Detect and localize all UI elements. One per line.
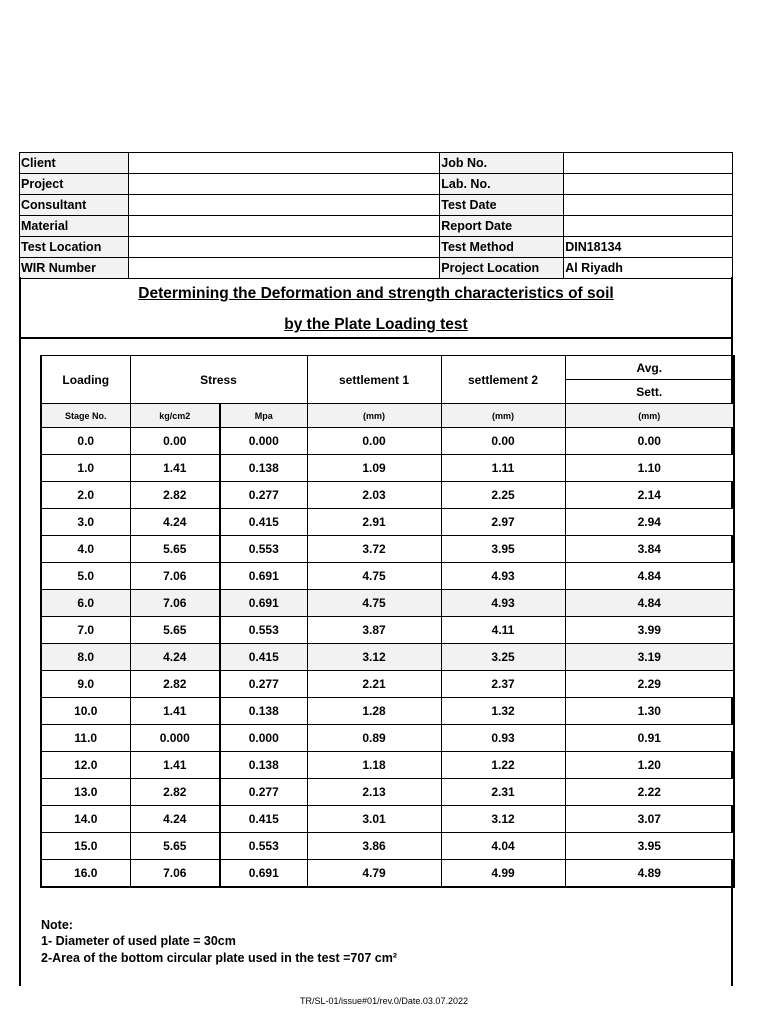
cell-stress-mpa: 0.138 [220, 455, 307, 482]
cell-stress-kg: 1.41 [130, 752, 220, 779]
cell-avg-settlement: 0.00 [565, 428, 734, 455]
table-row [41, 428, 734, 455]
cell-avg-settlement: 2.29 [565, 671, 734, 698]
info-row [20, 258, 733, 279]
info-label: Client [20, 153, 129, 174]
cell-stage: 2.0 [41, 482, 130, 509]
cell-settlement-2: 3.95 [441, 536, 565, 563]
unit-stage: Stage No. [41, 404, 130, 428]
info-label: Project [20, 174, 129, 195]
cell-avg-settlement: 4.84 [565, 563, 734, 590]
cell-stress-kg: 1.41 [130, 698, 220, 725]
cell-stage: 0.0 [41, 428, 130, 455]
table-row [41, 563, 734, 590]
table-row [41, 725, 734, 752]
cell-settlement-1: 3.72 [307, 536, 441, 563]
cell-settlement-1: 2.91 [307, 509, 441, 536]
note-line-1: 1- Diameter of used plate = 30cm [41, 934, 236, 948]
cell-avg-settlement: 3.84 [565, 536, 734, 563]
unit-avg: (mm) [565, 404, 734, 428]
cell-stage: 14.0 [41, 806, 130, 833]
document-footer: TR/SL-01/issue#01/rev.0/Date.03.07.2022 [300, 996, 468, 1006]
cell-avg-settlement: 2.94 [565, 509, 734, 536]
cell-stress-mpa: 0.277 [220, 482, 307, 509]
cell-settlement-1: 1.18 [307, 752, 441, 779]
cell-stress-kg: 5.65 [130, 617, 220, 644]
cell-stage: 6.0 [41, 590, 130, 617]
table-row [41, 752, 734, 779]
info-field[interactable]: Al Riyadh [564, 258, 733, 279]
cell-avg-settlement: 4.84 [565, 590, 734, 617]
cell-settlement-1: 3.12 [307, 644, 441, 671]
cell-settlement-2: 2.31 [441, 779, 565, 806]
cell-stress-mpa: 0.553 [220, 617, 307, 644]
info-field[interactable] [564, 216, 733, 237]
info-field[interactable] [564, 195, 733, 216]
cell-stress-kg: 0.00 [130, 428, 220, 455]
header-stress: Stress [130, 356, 307, 404]
table-row [41, 455, 734, 482]
cell-avg-settlement: 0.91 [565, 725, 734, 752]
header-settlement-1: settlement 1 [307, 356, 441, 404]
unit-mpa: Mpa [220, 404, 307, 428]
cell-avg-settlement: 3.99 [565, 617, 734, 644]
cell-stress-kg: 7.06 [130, 590, 220, 617]
note-heading: Note: [41, 918, 73, 932]
cell-settlement-2: 0.00 [441, 428, 565, 455]
table-row [41, 644, 734, 671]
info-label: Test Method [440, 237, 564, 258]
cell-stage: 5.0 [41, 563, 130, 590]
cell-settlement-2: 2.25 [441, 482, 565, 509]
cell-settlement-1: 0.00 [307, 428, 441, 455]
info-label: Report Date [440, 216, 564, 237]
cell-stress-mpa: 0.691 [220, 590, 307, 617]
cell-stress-mpa: 0.277 [220, 671, 307, 698]
unit-kg: kg/cm2 [130, 404, 220, 428]
cell-settlement-1: 1.28 [307, 698, 441, 725]
cell-stage: 13.0 [41, 779, 130, 806]
cell-stress-mpa: 0.138 [220, 698, 307, 725]
cell-settlement-1: 4.79 [307, 860, 441, 888]
cell-avg-settlement: 2.22 [565, 779, 734, 806]
table-row [41, 833, 734, 860]
cell-stress-kg: 4.24 [130, 644, 220, 671]
cell-stage: 11.0 [41, 725, 130, 752]
cell-avg-settlement: 1.10 [565, 455, 734, 482]
cell-avg-settlement: 4.89 [565, 860, 734, 888]
cell-stress-mpa: 0.553 [220, 833, 307, 860]
cell-settlement-1: 0.89 [307, 725, 441, 752]
cell-stage: 8.0 [41, 644, 130, 671]
cell-avg-settlement: 1.30 [565, 698, 734, 725]
cell-settlement-1: 3.01 [307, 806, 441, 833]
info-label: Material [20, 216, 129, 237]
header-avg: Avg. [565, 356, 734, 380]
cell-stress-kg: 1.41 [130, 455, 220, 482]
report-title-line1: Determining the Deformation and strength characteristics of soil [138, 285, 614, 302]
info-label: Test Date [440, 195, 564, 216]
cell-stress-mpa: 0.691 [220, 860, 307, 888]
info-row [20, 216, 733, 237]
cell-avg-settlement: 3.07 [565, 806, 734, 833]
cell-stress-kg: 0.000 [130, 725, 220, 752]
cell-stress-mpa: 0.000 [220, 725, 307, 752]
info-label: Test Location [20, 237, 129, 258]
title-box [19, 277, 733, 339]
cell-stress-kg: 2.82 [130, 482, 220, 509]
table-row [41, 482, 734, 509]
cell-settlement-1: 4.75 [307, 563, 441, 590]
cell-stress-kg: 2.82 [130, 779, 220, 806]
info-row [20, 237, 733, 258]
unit-s2: (mm) [441, 404, 565, 428]
info-field[interactable] [128, 174, 439, 195]
cell-avg-settlement: 2.14 [565, 482, 734, 509]
project-info-table [19, 152, 733, 279]
cell-stress-mpa: 0.553 [220, 536, 307, 563]
cell-stress-kg: 4.24 [130, 509, 220, 536]
cell-settlement-2: 4.04 [441, 833, 565, 860]
cell-stress-mpa: 0.277 [220, 779, 307, 806]
table-row [41, 779, 734, 806]
cell-stress-mpa: 0.415 [220, 644, 307, 671]
info-label: Job No. [440, 153, 564, 174]
unit-s1: (mm) [307, 404, 441, 428]
cell-settlement-1: 3.86 [307, 833, 441, 860]
info-label: Lab. No. [440, 174, 564, 195]
cell-stress-kg: 7.06 [130, 563, 220, 590]
table-row [41, 806, 734, 833]
cell-stress-kg: 5.65 [130, 833, 220, 860]
cell-settlement-1: 2.13 [307, 779, 441, 806]
cell-stage: 16.0 [41, 860, 130, 888]
cell-settlement-2: 4.93 [441, 563, 565, 590]
cell-avg-settlement: 1.20 [565, 752, 734, 779]
cell-stage: 10.0 [41, 698, 130, 725]
cell-settlement-1: 2.21 [307, 671, 441, 698]
cell-stage: 3.0 [41, 509, 130, 536]
cell-settlement-1: 2.03 [307, 482, 441, 509]
cell-stage: 9.0 [41, 671, 130, 698]
cell-settlement-2: 3.12 [441, 806, 565, 833]
cell-stress-kg: 7.06 [130, 860, 220, 888]
info-field[interactable] [128, 216, 439, 237]
header-settlement-2: settlement 2 [441, 356, 565, 404]
plate-loading-table [40, 355, 735, 888]
cell-stress-kg: 2.82 [130, 671, 220, 698]
cell-settlement-2: 4.99 [441, 860, 565, 888]
info-field[interactable] [128, 237, 439, 258]
cell-settlement-2: 3.25 [441, 644, 565, 671]
cell-settlement-2: 4.93 [441, 590, 565, 617]
cell-stress-mpa: 0.000 [220, 428, 307, 455]
info-row [20, 174, 733, 195]
cell-stage: 12.0 [41, 752, 130, 779]
cell-settlement-2: 1.11 [441, 455, 565, 482]
table-row [41, 590, 734, 617]
cell-settlement-1: 3.87 [307, 617, 441, 644]
info-label: Project Location [440, 258, 564, 279]
cell-settlement-2: 4.11 [441, 617, 565, 644]
cell-avg-settlement: 3.19 [565, 644, 734, 671]
cell-settlement-2: 1.22 [441, 752, 565, 779]
table-row [41, 536, 734, 563]
cell-settlement-2: 1.32 [441, 698, 565, 725]
info-field[interactable]: DIN18134 [564, 237, 733, 258]
cell-stress-mpa: 0.415 [220, 806, 307, 833]
table-row [41, 671, 734, 698]
cell-stress-kg: 4.24 [130, 806, 220, 833]
cell-stage: 7.0 [41, 617, 130, 644]
header-sett: Sett. [565, 380, 734, 404]
cell-stage: 1.0 [41, 455, 130, 482]
info-field[interactable] [128, 195, 439, 216]
header-loading: Loading [41, 356, 130, 404]
cell-settlement-2: 2.37 [441, 671, 565, 698]
info-row [20, 195, 733, 216]
cell-settlement-2: 2.97 [441, 509, 565, 536]
note-line-2: 2-Area of the bottom circular plate used in the test =707 cm² [41, 951, 397, 965]
cell-stress-mpa: 0.138 [220, 752, 307, 779]
cell-settlement-2: 0.93 [441, 725, 565, 752]
info-row [20, 153, 733, 174]
report-title-line2: by the Plate Loading test [284, 316, 468, 333]
cell-stage: 15.0 [41, 833, 130, 860]
cell-stress-kg: 5.65 [130, 536, 220, 563]
cell-settlement-1: 1.09 [307, 455, 441, 482]
table-row [41, 617, 734, 644]
table-row [41, 860, 734, 888]
table-row [41, 698, 734, 725]
info-field[interactable] [564, 174, 733, 195]
info-field[interactable] [128, 153, 439, 174]
cell-settlement-1: 4.75 [307, 590, 441, 617]
info-label: Consultant [20, 195, 129, 216]
table-row [41, 509, 734, 536]
info-field[interactable] [128, 258, 439, 279]
cell-avg-settlement: 3.95 [565, 833, 734, 860]
info-field[interactable] [564, 153, 733, 174]
cell-stress-mpa: 0.691 [220, 563, 307, 590]
cell-stage: 4.0 [41, 536, 130, 563]
cell-stress-mpa: 0.415 [220, 509, 307, 536]
info-label: WIR Number [20, 258, 129, 279]
